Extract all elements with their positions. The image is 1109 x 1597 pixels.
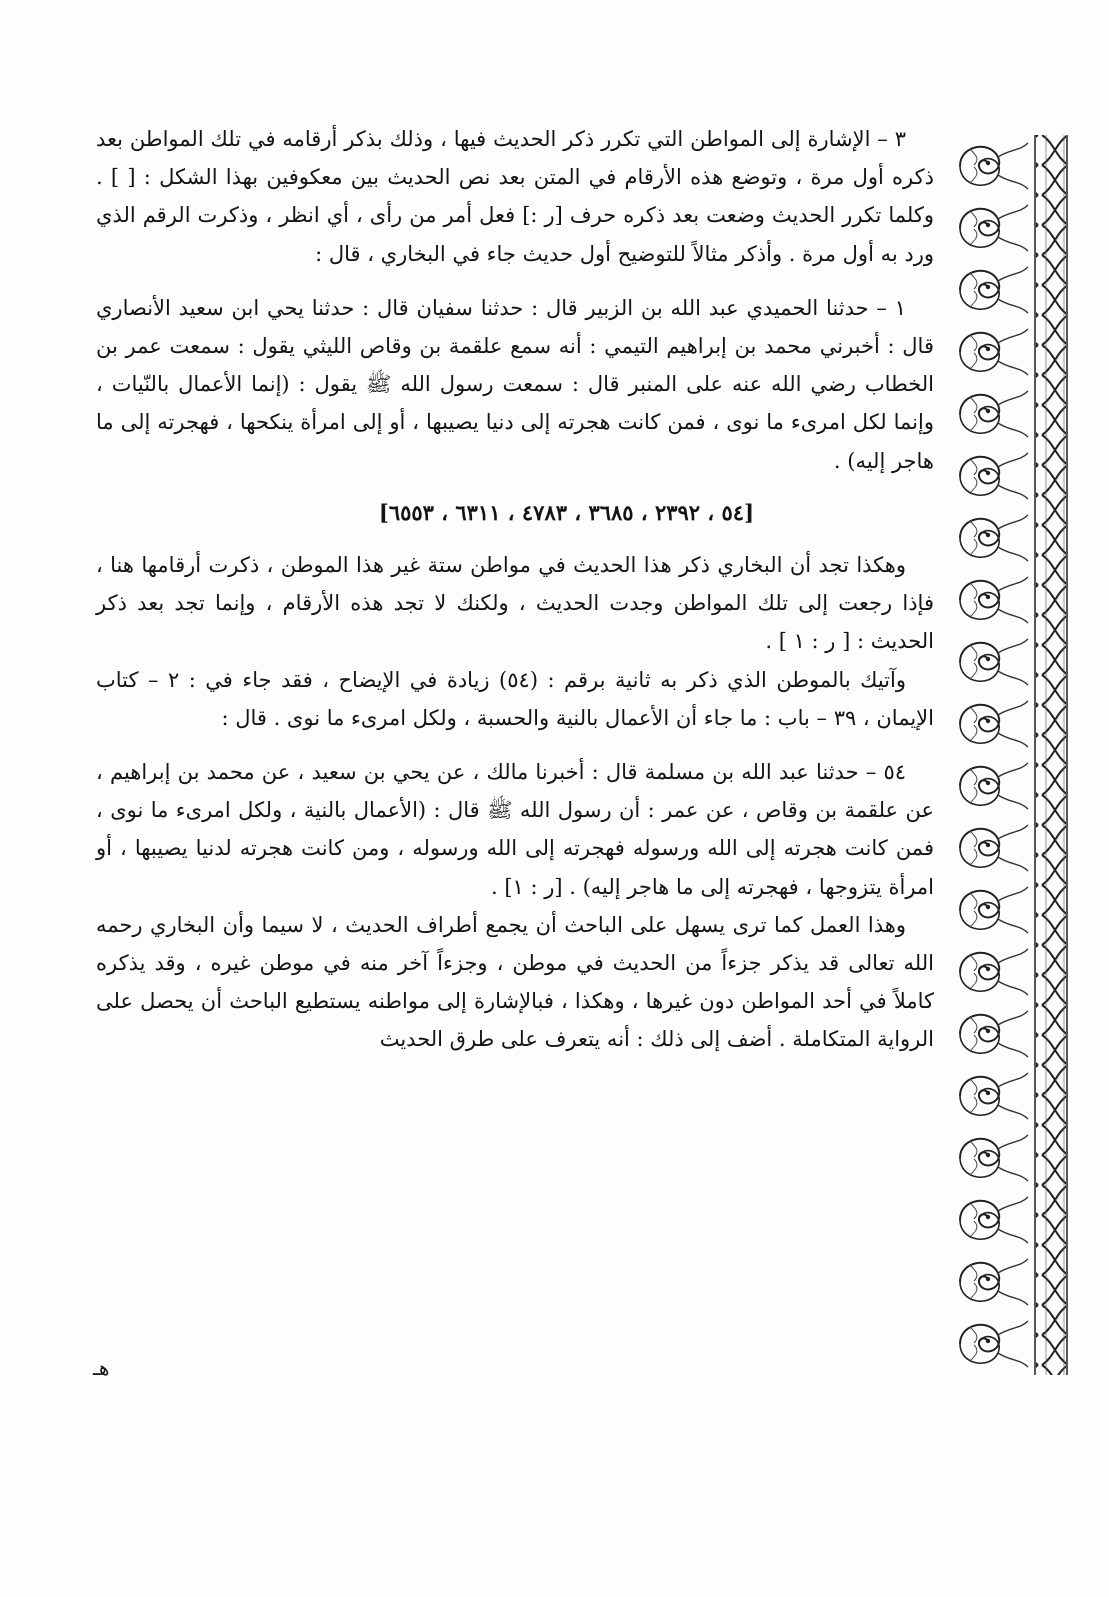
paragraph-benefit: وهذا العمل كما ترى يسهل على الباحث أن يجمع أطراف الحديث ، لا سيما وأن البخاري رحمه الله تعالى قد يذكر جزءاً من الحديث في موطن ، وجزءاً آخر منه في موطن غيره ، وقد يذكره كاملاً في أحد المواطن دون غيرها ، وهكذا ، فبالإشارة إلى مواطنه يستطيع الباحث أن يحصل على الرواية المتكاملة . أضف إلى ذلك : أنه يتعرف على طرق الحديث — [96, 912, 934, 1052]
paragraph-second-location: وآتيك بالموطن الذي ذكر به ثانية برقم : (٥٤) زيادة في الإيضاح ، فقد جاء في : ٢ – كتاب الإيمان ، ٣٩ – باب : ما جاء أن الأعمال بالنية والحسبة ، ولكل امرىء ما نوى . قال : — [96, 667, 934, 730]
hadith-1-text: ١ – حدثنا الحميدي عبد الله بن الزبير قال : حدثنا سفيان قال : حدثنا يحي ابن سعيد الأنصاري قال : أخبرني محمد بن إبراهيم التيمي : أنه سمع علقمة بن وقاص الليثي يقول : سمعت عمر بن الخطاب رضي الله عنه على المنبر قال : سمعت رسول الله ﷺ يقول : (إنما الأعمال بالنّيات ، وإنما لكل امرىء ما نوى ، فمن كانت هجرته إلى دنيا يصيبها ، أو إلى امرأة ينكحها ، فهجرته إلى ما هاجر إليه) . — [96, 295, 934, 473]
paragraph-method-3: ٣ – الإشارة إلى المواطن التي تكرر ذكر الحديث فيها ، وذلك بذكر أرقامه في تلك المواطن بعد ذكره أول مرة ، وتوضع هذه الأرقام في المتن بعد نص الحديث بين معكوفين بهذا الشكل : [ ] . وكلما تكرر الحديث وضعت بعد ذكره حرف [ر :] فعل أمر من رأى ، أي انظر ، وذكرت الرقم الذي ورد به أول مرة . وأذكر مثالاً للتوضيح أول حديث جاء في البخاري ، قال : — [96, 127, 934, 266]
paragraph-explanation: وهكذا تجد أن البخاري ذكر هذا الحديث في مواطن ستة غير هذا الموطن ، ذكرت أرقامها هنا ، فإذا رجعت إلى تلك المواطن وجدت الحديث ، ولكنك لا تجد هذه الأرقام ، وإنما تجد بعد ذكر الحديث : [ ر : ١ ] . — [96, 553, 934, 654]
page-marker: هـ — [93, 1356, 110, 1380]
main-text — [96, 120, 934, 1059]
floral-scroll-ornament-icon — [950, 135, 1070, 1375]
cross-reference-numbers: [٥٤ ، ٢٣٩٢ ، ٣٦٨٥ ، ٤٧٨٣ ، ٦٣١١ ، ٦٥٥٣] — [378, 499, 754, 525]
hadith-54-text: ٥٤ – حدثنا عبد الله بن مسلمة قال : أخبرنا مالك ، عن يحي بن سعيد ، عن محمد بن إبراهيم ، عن علقمة بن وقاص ، عن عمر : أن رسول الله ﷺ قال : (الأعمال بالنية ، ولكل امرىء ما نوى ، فمن كانت هجرته إلى الله ورسوله فهجرته إلى الله ورسوله ، ومن كانت هجرته لدنيا يصيبها ، أو امرأة يتزوجها ، فهجرته إلى ما هاجر إليه) . [ر : ١] . — [96, 760, 934, 899]
